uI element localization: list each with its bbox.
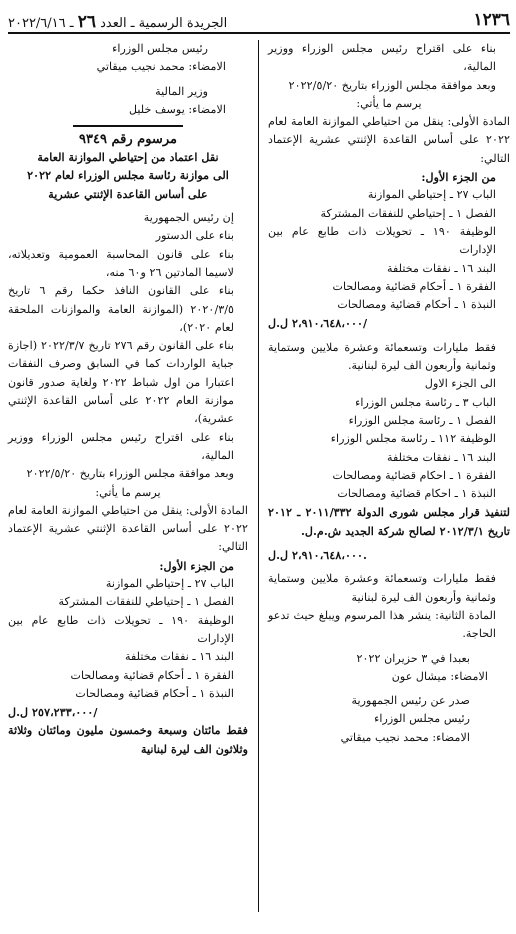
budget-line: البند ١٦ ـ نفقات مختلفة: [386, 450, 496, 464]
amount-in-words: فقط مليارات وتسعمائة وعشرة ملايين وستماية وثمانية وأربعون الف ليرة لبنانية: [268, 572, 496, 604]
page-header: [8, 10, 510, 34]
preamble: بناء على اقتراح رئيس مجلس الوزراء ووزير المالية،: [8, 430, 234, 462]
budget-line: الوظيفة ١٩٠ ـ تحويلات ذات طابع عام بين الإدارات: [8, 613, 234, 645]
budget-line: الباب ٢٧ ـ إحتياطي الموازنة: [367, 188, 496, 202]
preamble: بناء على القانون رقم ٢٧٦ تاريخ ٢٠٢٢/٣/٧ (اجازة جباية الواردات كما في السابق وصرف النفقات اعتبارا من اول شباط ٢٠٢٢ ولغاية صدور قانون موازنة العام ٢٠٢٢ على أساس القاعدة الإثنتي عشرية)،: [8, 339, 234, 426]
budget-line: الفقرة ١ ـ أحكام قضائية ومصالحات: [70, 668, 234, 682]
budget-line: الفصل ١ ـ إحتياطي للنفقات المشتركة: [320, 206, 496, 220]
signature: الامضاء: محمد نجيب ميقاتي: [340, 730, 470, 744]
signature: الامضاء: ميشال عون: [391, 669, 488, 683]
budget-line: البند ١٦ ـ نفقات مختلفة: [124, 650, 234, 664]
signature: الامضاء: محمد نجيب ميقاتي: [96, 60, 226, 74]
decree-title: نقل اعتماد من إحتياطي الموازنة العامة: [37, 150, 219, 165]
signature: الامضاء: يوسف خليل: [128, 102, 226, 116]
section-rule: [73, 125, 183, 127]
section-heading: من الجزء الأول:: [421, 170, 496, 185]
signatory-title: رئيس مجلس الوزراء: [374, 712, 470, 726]
budget-line: الوظيفة ١١٢ ـ رئاسة مجلس الوزراء: [330, 432, 496, 446]
amount: ٢،٩١٠،٦٤٨،٠٠٠ ل.ل/: [268, 316, 368, 331]
article-one: المادة الأولى: ينقل من احتياطي الموازنة العامة لعام ٢٠٢٢ على أساس القاعدة الإثنتي عشرية الإعتماد التالي:: [268, 115, 510, 165]
section-heading: الى الجزء الاول: [424, 377, 496, 391]
budget-line: الفصل ١ ـ رئاسة مجلس الوزراء: [348, 413, 496, 427]
budget-line: الفصل ١ ـ إحتياطي للنفقات المشتركة: [58, 595, 234, 609]
decree-title: الى موازنة رئاسة مجلس الوزراء لعام ٢٠٢٢: [27, 168, 229, 183]
issue-number: ٢٦: [77, 12, 96, 32]
place-date: بعبدا في ٣ حزيران ٢٠٢٢: [356, 651, 470, 665]
preamble: وبعد موافقة مجلس الوزراء بتاريخ ٢٠٢٢/٥/٢٠: [26, 467, 234, 481]
signatory-title: وزير المالية: [155, 84, 208, 98]
article-one: المادة الأولى: ينقل من احتياطي الموازنة العامة لعام ٢٠٢٢ على أساس القاعدة الإثنتي عشرية الإعتماد التالي:: [8, 503, 248, 554]
decree-clause: يرسم ما يأتي:: [356, 96, 422, 110]
budget-line: الوظيفة ١٩٠ ـ تحويلات ذات طابع عام بين الإدارات: [268, 224, 496, 257]
execution-note: لتنفيذ قرار مجلس شورى الدولة ٢٠١١/٣٣٢ ـ ٢٠١٢ تاريخ ٢٠١٢/٣/١ لصالح شركة الجديد ش.م.ل.: [268, 505, 510, 538]
preamble: إن رئيس الجمهورية: [143, 211, 234, 225]
preamble: بناء على قانون المحاسبة العمومية وتعديلاته، لاسيما المادتين ٢٦ و٦٠ منه،: [8, 247, 234, 279]
budget-line: النبذة ١ ـ احكام قضائية ومصالحات: [337, 487, 496, 501]
budget-line: النبذة ١ ـ أحكام قضائية ومصالحات: [337, 298, 496, 312]
right-column: [268, 40, 510, 747]
budget-line: الباب ٣ ـ رئاسة مجلس الوزراء: [355, 395, 496, 409]
signatory-title: رئيس مجلس الوزراء: [112, 42, 208, 55]
column-divider: [258, 40, 259, 912]
left-column: [8, 40, 248, 758]
paragraph: بناء على اقتراح رئيس مجلس الوزراء ووزير المالية،: [268, 42, 496, 74]
preamble: بناء على الدستور: [155, 229, 234, 243]
decree-clause: يرسم ما يأتي:: [95, 485, 161, 499]
amount-in-words: فقط مائتان وسبعة وخمسون مليون ومائتان وثلاثة وثلاثون الف ليرة لبنانية: [8, 723, 248, 756]
gazette-title: [8, 12, 227, 32]
page-number: ١٢٣٦: [473, 10, 510, 30]
issued-by: صدر عن رئيس الجمهورية: [351, 694, 470, 708]
paragraph: وبعد موافقة مجلس الوزراء بتاريخ ٢٠٢٢/٥/٢٠: [288, 78, 496, 92]
budget-line: الفقرة ١ ـ أحكام قضائية ومصالحات: [332, 279, 496, 293]
budget-line: النبذة ١ ـ أحكام قضائية ومصالحات: [75, 686, 234, 700]
budget-line: البند ١٦ ـ نفقات مختلفة: [386, 261, 496, 275]
preamble: بناء على القانون النافذ حكما رقم ٦ تاريخ ٢٠٢٠/٣/٥ (الموازنة العامة والموازنات الملحقة لعام ٢٠٢٠)،: [8, 284, 234, 334]
article-two: المادة الثانية: ينشر هذا المرسوم ويبلغ حيث تدعو الحاجة.: [268, 608, 496, 641]
amount: ٢٥٧،٢٣٣،٠٠٠ ل.ل/: [8, 705, 98, 720]
issue-date: ـ ٢٠٢٢/٦/١٦: [8, 16, 74, 31]
decree-number: مرسوم رقم ٩٣٤٩: [79, 132, 177, 148]
budget-line: الباب ٢٧ ـ إحتياطي الموازنة: [105, 577, 234, 591]
budget-line: الفقرة ١ ـ احكام قضائية ومصالحات: [332, 468, 496, 482]
gazette-name: الجريدة الرسمية ـ العدد: [100, 16, 228, 31]
section-heading: من الجزء الأول:: [159, 558, 234, 573]
decree-title: على أساس القاعدة الإثنتي عشرية: [48, 186, 208, 201]
amount-in-words: فقط مليارات وتسعمائة وعشرة ملايين وستماية وثمانية وأربعون الف ليرة لبنانية.: [268, 340, 496, 373]
amount: ٢،٩١٠،٦٤٨،٠٠٠ ل.ل.: [268, 548, 367, 563]
